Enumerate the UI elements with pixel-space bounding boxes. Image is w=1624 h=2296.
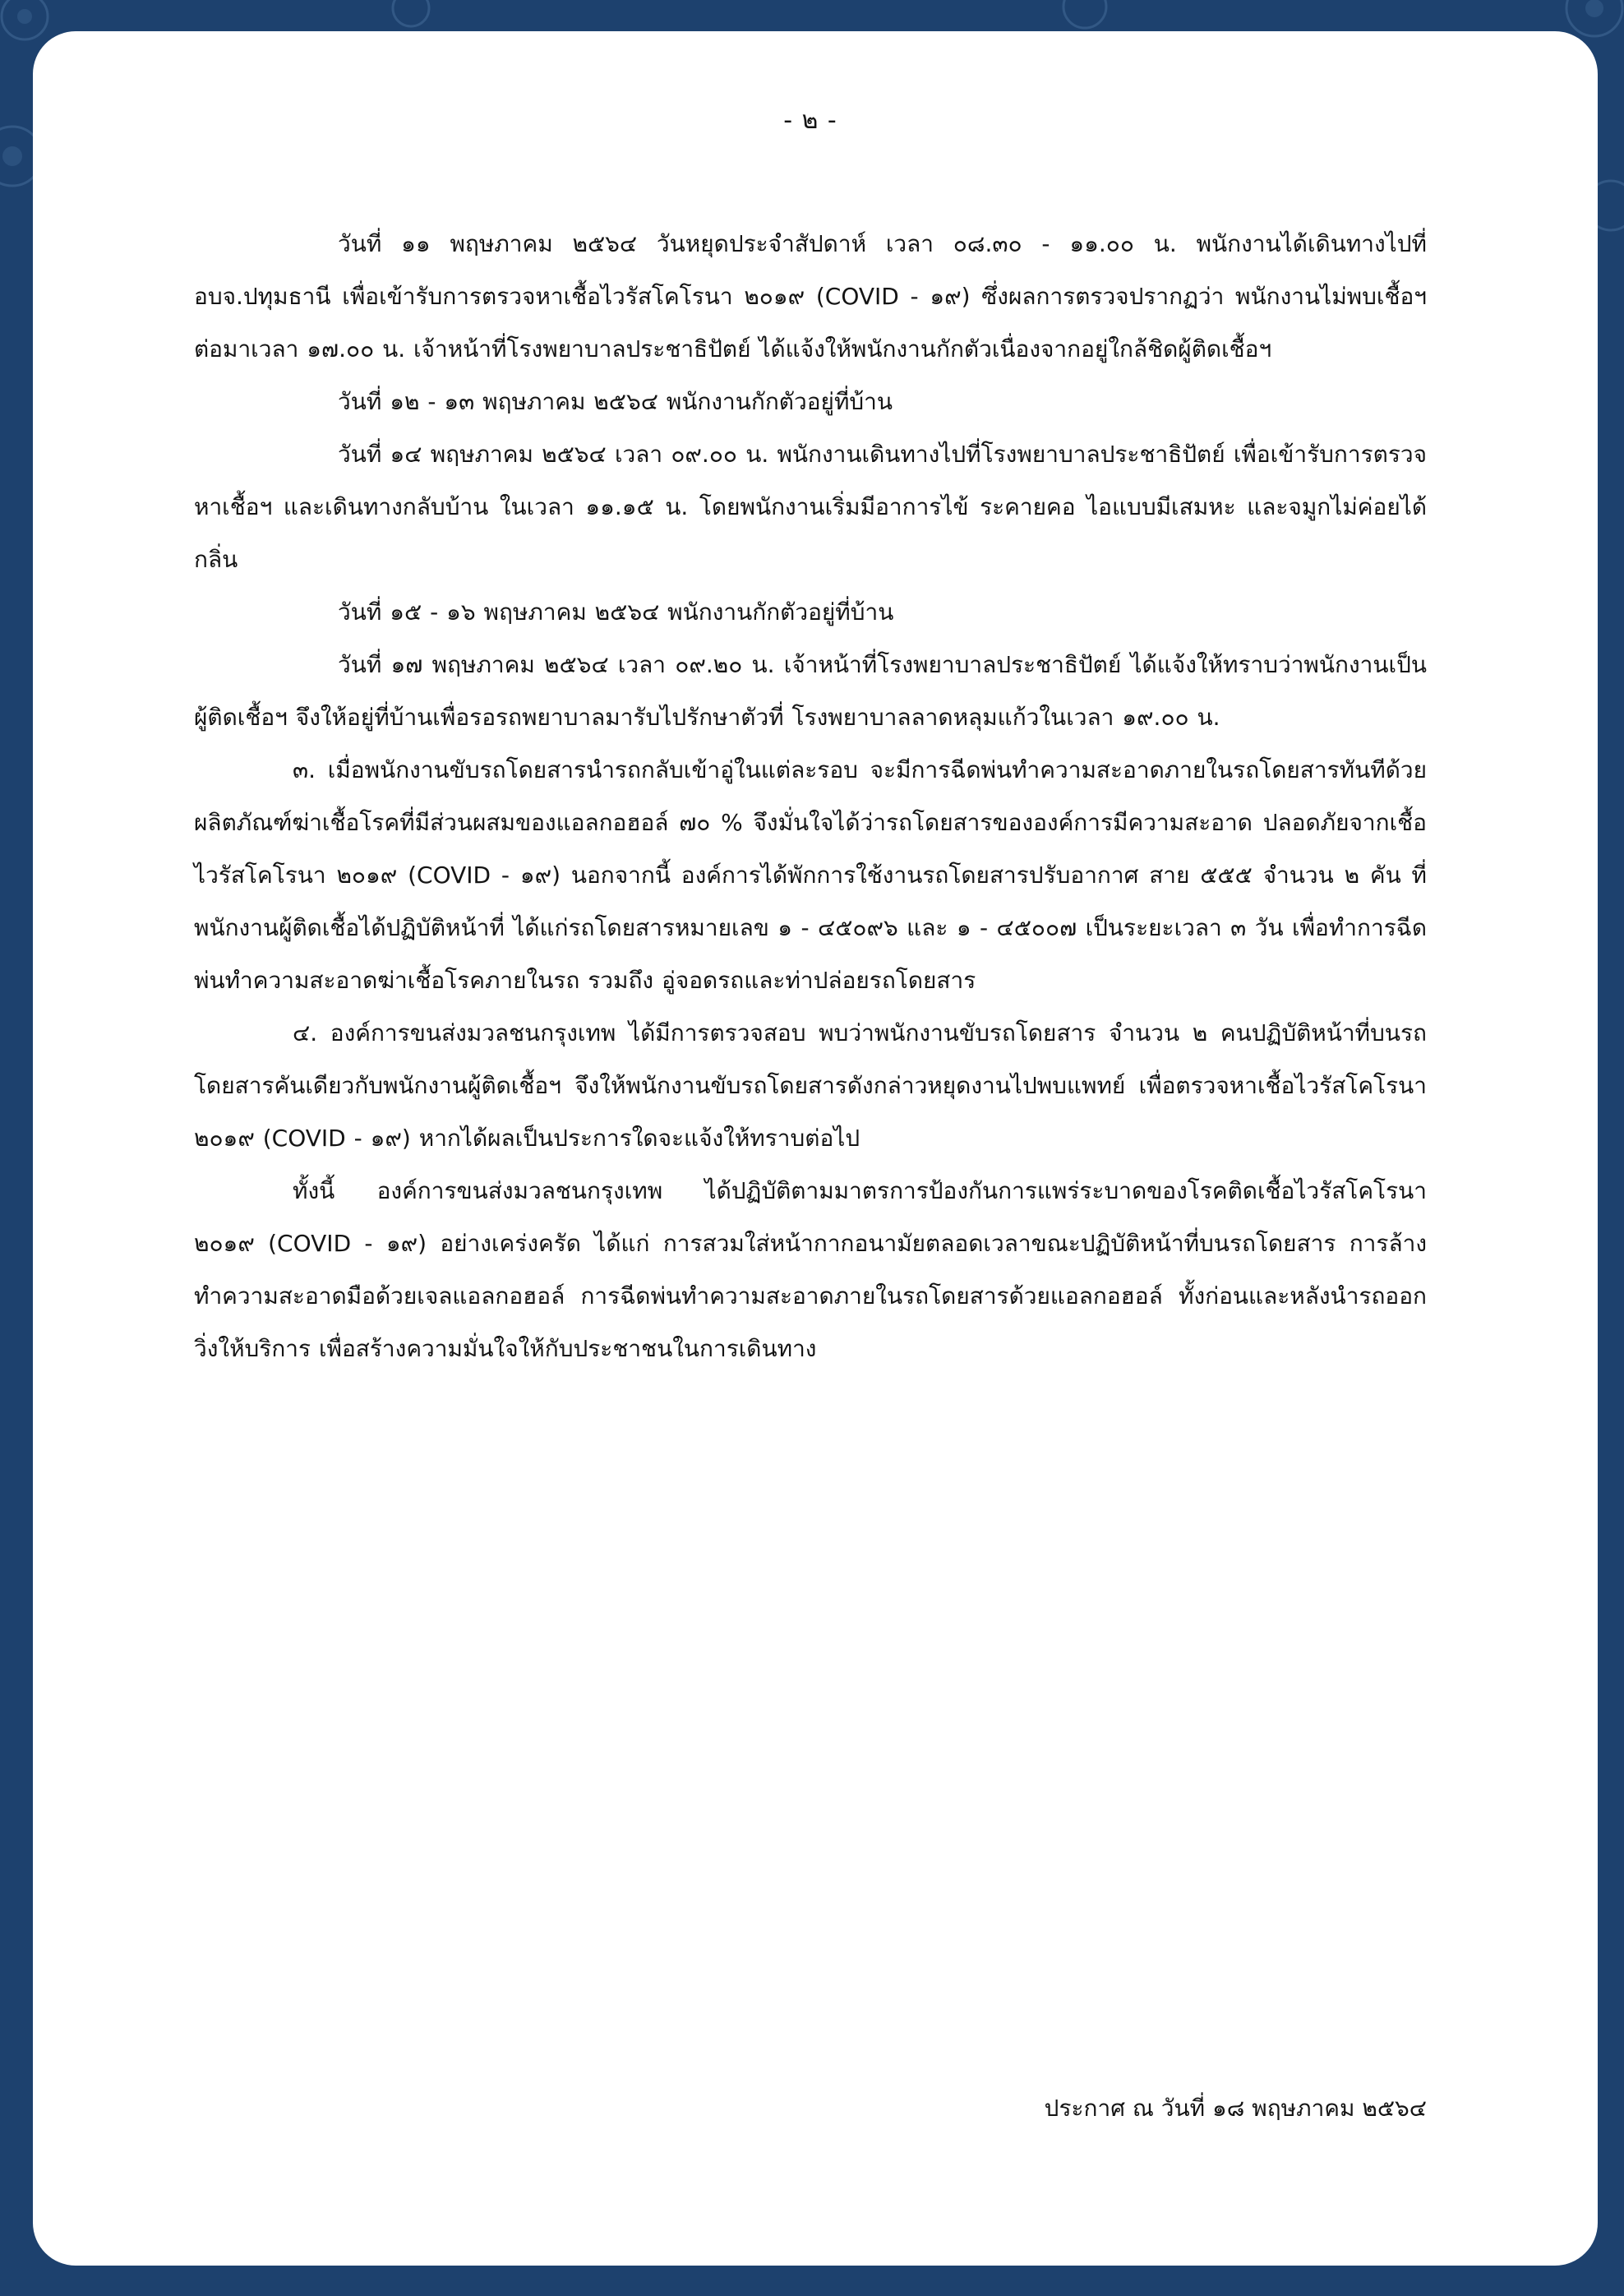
document-body [194,218,1427,1375]
paragraph: วันที่ ๑๗ พฤษภาคม ๒๕๖๔ เวลา ๐๙.๒๐ น. เจ้าหน้าที่โรงพยาบาลประชาธิปัตย์ ได้แจ้งให้ทราบว่าพนักงานเป็นผู้ติดเชื้อฯ จึงให้อยู่ที่บ้านเพื่อรอรถพยาบาลมารับไปรักษาตัวที่ โรงพยาบาลลาดหลุมแก้วในเวลา ๑๙.๐๐ น. [194,651,1427,731]
paragraph: ๓. เมื่อพนักงานขับรถโดยสารนำรถกลับเข้าอู่ในแต่ละรอบ จะมีการฉีดพ่นทำความสะอาดภายในรถโดยสารทันทีด้วยผลิตภัณฑ์ฆ่าเชื้อโรคที่มีส่วนผสมของแอลกอฮอล์ ๗๐ % จึงมั่นใจได้ว่ารถโดยสารขององค์การมีความสะอาด ปลอดภัยจากเชื้อไวรัสโคโรนา ๒๐๑๙ (COVID - ๑๙) นอกจากนี้ องค์การได้พักการใช้งานรถโดยสารปรับอากาศ สาย ๕๕๕ จำนวน ๒ คัน ที่พนักงานผู้ติดเชื้อได้ปฏิบัติหน้าที่ ได้แก่รถโดยสารหมายเลข ๑ - ๔๕๐๙๖ และ ๑ - ๔๕๐๐๗ เป็นระยะเวลา ๓ วัน เพื่อทำการฉีดพ่นทำความสะอาดฆ่าเชื้อโรคภายในรถ รวมถึง อู่จอดรถและท่าปล่อยรถโดยสาร [194,756,1427,994]
paragraph: วันที่ ๑๕ - ๑๖ พฤษภาคม ๒๕๖๔ พนักงานกักตัวอยู่ที่บ้าน [338,598,894,626]
announcement-date: ประกาศ ณ วันที่ ๑๘ พฤษภาคม ๒๕๖๔ [1044,2095,1427,2122]
paragraph: วันที่ ๑๑ พฤษภาคม ๒๕๖๔ วันหยุดประจำสัปดาห์ เวลา ๐๘.๓๐ - ๑๑.๐๐ น. พนักงานได้เดินทางไปที่ อบจ.ปทุมธานี เพื่อเข้ารับการตรวจหาเชื้อไวรัสโคโรนา ๒๐๑๙ (COVID - ๑๙) ซึ่งผลการตรวจปรากฏว่า พนักงานไม่พบเชื้อฯ ต่อมาเวลา ๑๗.๐๐ น. เจ้าหน้าที่โรงพยาบาลประชาธิปัตย์ ได้แจ้งให้พนักงานกักตัวเนื่องจากอยู่ใกล้ชิดผู้ติดเชื้อฯ [194,230,1427,363]
paragraph: วันที่ ๑๔ พฤษภาคม ๒๕๖๔ เวลา ๐๙.๐๐ น. พนักงานเดินทางไปที่โรงพยาบาลประชาธิปัตย์ เพื่อเข้ารับการตรวจหาเชื้อฯ และเดินทางกลับบ้าน ในเวลา ๑๑.๑๕ น. โดยพนักงานเริ่มมีอาการไข้ ระคายคอ ไอแบบมีเสมหะ และจมูกไม่ค่อยได้กลิ่น [194,441,1427,573]
paragraph: ทั้งนี้ องค์การขนส่งมวลชนกรุงเทพ ได้ปฏิบัติตามมาตรการป้องกันการแพร่ระบาดของโรคติดเชื้อไวรัสโคโรนา ๒๐๑๙ (COVID - ๑๙) อย่างเคร่งครัด ได้แก่ การสวมใส่หน้ากากอนามัยตลอดเวลาขณะปฏิบัติหน้าที่บนรถโดยสาร การล้างทำความสะอาดมือด้วยเจลแอลกอฮอล์ การฉีดพ่นทำความสะอาดภายในรถโดยสารด้วยแอลกอฮอล์ ทั้งก่อนและหลังนำรถออกวิ่งให้บริการ เพื่อสร้างความมั่นใจให้กับประชาชนในการเดินทาง [194,1177,1427,1362]
page-number: - ๒ - [783,106,837,135]
document-page [33,31,1598,2266]
paragraph: ๔. องค์การขนส่งมวลชนกรุงเทพ ได้มีการตรวจสอบ พบว่าพนักงานขับรถโดยสาร จำนวน ๒ คนปฏิบัติหน้าที่บนรถโดยสารคันเดียวกับพนักงานผู้ติดเชื้อฯ จึงให้พนักงานขับรถโดยสารดังกล่าวหยุดงานไปพบแพทย์ เพื่อตรวจหาเชื้อไวรัสโคโรนา ๒๐๑๙ (COVID - ๑๙) หากได้ผลเป็นประการใดจะแจ้งให้ทราบต่อไป [194,1019,1427,1152]
paragraph: วันที่ ๑๒ - ๑๓ พฤษภาคม ๒๕๖๔ พนักงานกักตัวอยู่ที่บ้าน [338,388,893,415]
